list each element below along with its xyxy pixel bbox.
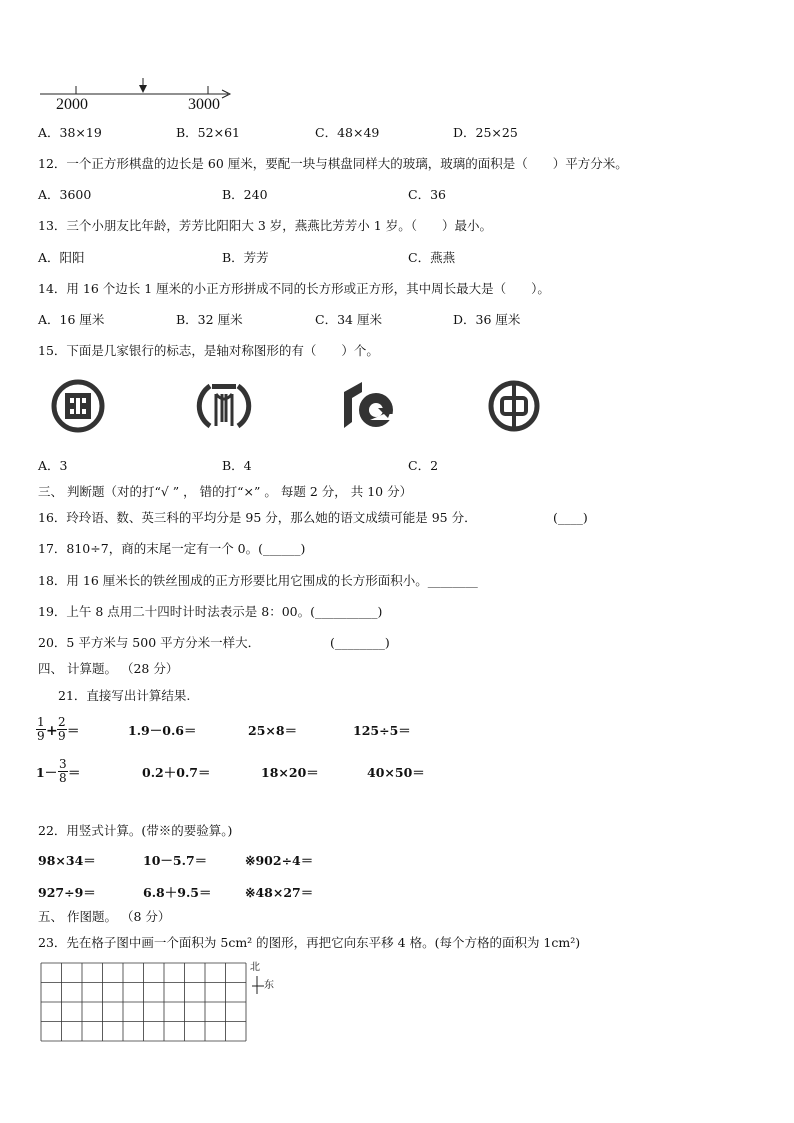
q23-text: 23．先在格子图中画一个面积为 5cm² 的图形，再把它向东平移 4 格。(每个方格的面积为 1cm²)	[38, 935, 581, 950]
q11-option-c: C．48×49	[315, 125, 380, 140]
q11-option-a: A．38×19	[38, 125, 102, 140]
q15-text: 15．下面是几家银行的标志，是轴对称图形的有（ ）个。	[38, 343, 379, 358]
q21-item-1: 1.9－0.6＝	[128, 723, 197, 738]
q22-item-1: 98×34＝	[38, 853, 96, 868]
q12-option-a: A．3600	[38, 187, 92, 202]
q12-option-c: C．36	[408, 187, 446, 202]
section5-title: 五、 作图题。 （8 分）	[38, 909, 171, 924]
q21-row1-eq: ＝	[67, 723, 80, 738]
q18-text: 18．用 16 厘米长的铁丝围成的正方形要比用它围成的长方形面积小。________	[38, 573, 478, 588]
q22-text: 22．用竖式计算。(带※的要验算。)	[38, 823, 233, 838]
icbc-logo-icon	[50, 378, 106, 434]
q16-text: 16．玲玲语、数、英三科的平均分是 95 分，那么她的语文成绩可能是 95 分．	[38, 510, 477, 525]
section4-title: 四、 计算题。 （28 分）	[38, 661, 179, 676]
q15-option-c: C．2	[408, 458, 439, 473]
q13-option-b: B．芳芳	[222, 250, 269, 265]
q19-text: 19．上午 8 点用二十四时计时法表示是 8：00。(__________)	[38, 604, 383, 619]
q21-row2-eq: ＝	[68, 765, 81, 780]
q21-plus: +	[46, 723, 58, 739]
section3-title: 三、 判断题（对的打“√ ” ， 错的打“×” 。 每题 2 分， 共 10 分）	[38, 484, 413, 499]
q12-text: 12．一个正方形棋盘的边长是 60 厘米，要配一块与棋盘同样大的玻璃，玻璃的面积是（ ）平方分米。	[38, 156, 628, 171]
q11-option-d: D．25×25	[453, 125, 518, 140]
square-grid	[40, 962, 250, 1042]
q21-item-5: 18×20＝	[261, 765, 319, 780]
q13-option-c: C．燕燕	[408, 250, 456, 265]
q13-option-a: A．阳阳	[38, 250, 85, 265]
q12-option-b: B．240	[222, 187, 268, 202]
q14-option-a: A．16 厘米	[38, 312, 105, 327]
compass-north-label: 北	[250, 962, 260, 973]
q22-item-6: ※48×27＝	[245, 885, 314, 900]
boc-logo-icon	[486, 378, 542, 434]
q21-item-6: 40×50＝	[367, 765, 425, 780]
q20-text: 20．5 平方米与 500 平方分米一样大．	[38, 635, 261, 650]
q14-option-c: C．34 厘米	[315, 312, 382, 327]
q22-item-4: 927÷9＝	[38, 885, 96, 900]
compass-cross-icon	[251, 974, 265, 996]
q20-blank: (________)	[330, 635, 390, 650]
q22-item-5: 6.8＋9.5＝	[143, 885, 212, 900]
q13-text: 13．三个小朋友比年龄，芳芳比阳阳大 3 岁，燕燕比芳芳小 1 岁。（ ）最小。	[38, 218, 492, 233]
q16-blank: (____)	[553, 510, 588, 525]
q21-item-4: 0.2＋0.7＝	[142, 765, 211, 780]
q21-frac-2: $\frac{2}{9}$	[58, 715, 66, 743]
q21-row2-lead: 1－	[36, 765, 58, 780]
q21-item-2: 25×8＝	[248, 723, 298, 738]
q21-text: 21．直接写出计算结果.	[58, 688, 191, 703]
numberline-left-label: 2000	[56, 96, 88, 113]
q14-option-b: B．32 厘米	[176, 312, 243, 327]
q22-item-2: 10－5.7＝	[143, 853, 208, 868]
citic-logo-icon	[196, 378, 252, 434]
numberline-right-label: 3000	[188, 96, 220, 113]
q21-frac-3: $\frac{3}{8}$	[59, 757, 67, 785]
q21-frac-1: $\frac{1}{9}$	[37, 715, 45, 743]
q21-item-3: 125÷5＝	[353, 723, 411, 738]
q15-option-b: B．4	[222, 458, 252, 473]
q15-option-a: A．3	[38, 458, 68, 473]
compass-east-label: 东	[264, 980, 274, 991]
q17-text: 17．810÷7，商的末尾一定有一个 0。(______)	[38, 541, 306, 556]
q22-item-3: ※902÷4＝	[245, 853, 314, 868]
q14-text: 14．用 16 个边长 1 厘米的小正方形拼成不同的长方形或正方形，其中周长最大是（ ）。	[38, 281, 550, 296]
q11-option-b: B．52×61	[176, 125, 240, 140]
cmbc-logo-icon	[340, 378, 398, 434]
q14-option-d: D．36 厘米	[453, 312, 521, 327]
